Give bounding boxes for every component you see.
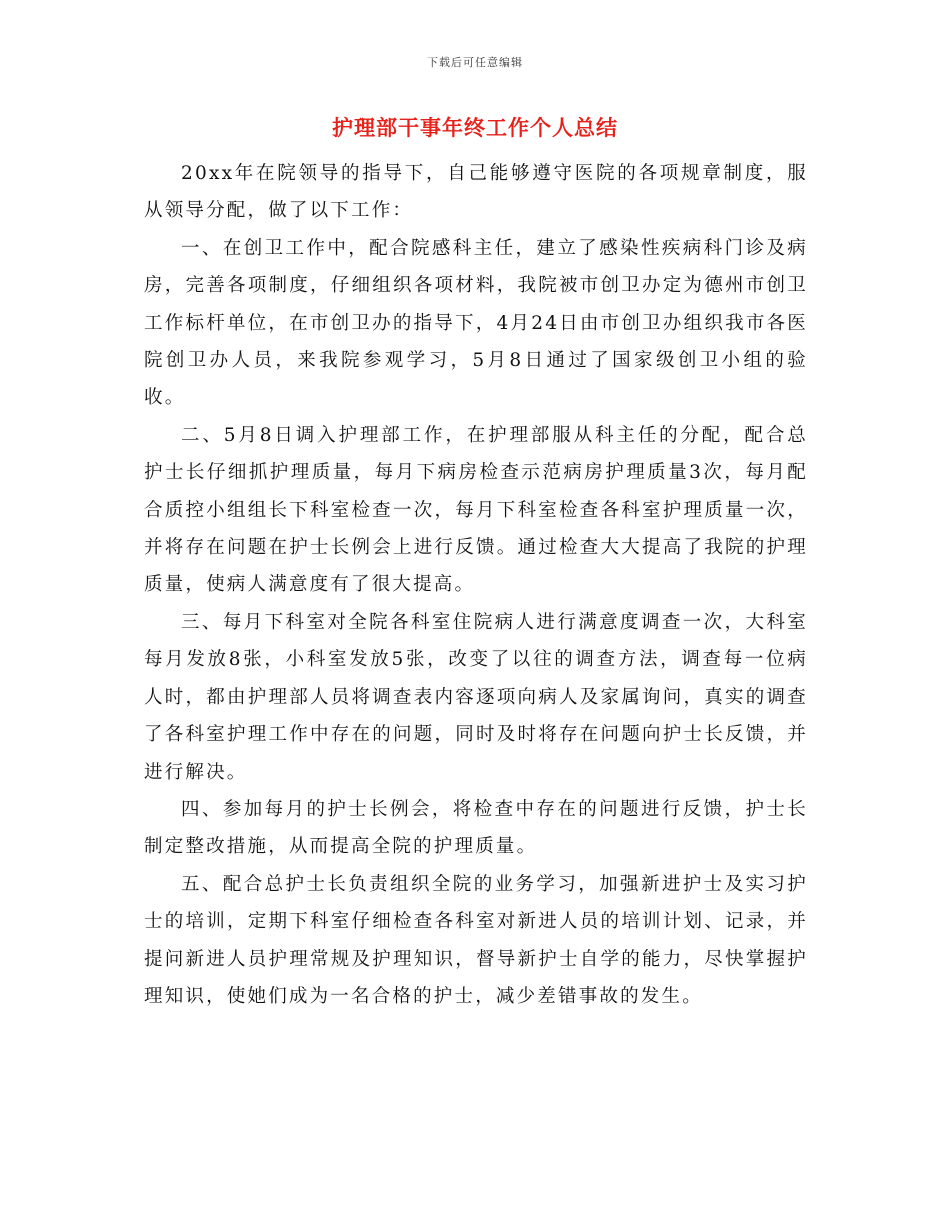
- paragraph-item-1: 一、在创卫工作中，配合院感科主任，建立了感染性疾病科门诊及病房，完善各项制度，仔细组织各项材料，我院被市创卫办定为德州市创卫工作标杆单位，在市创卫办的指导下，4月24日由市创卫办组织我市各医院创卫办人员，来我院参观学习，5月8日通过了国家级创卫小组的验收。: [144, 237, 808, 409]
- paragraph-item-4: 四、参加每月的护士长例会，将检查中存在的问题进行反馈，护士长制定整改措施，从而提高全院的护理质量。: [144, 798, 808, 858]
- paragraph-item-5: 五、配合总护士长负责组织全院的业务学习，加强新进护士及实习护士的培训，定期下科室仔细检查各科室对新进人员的培训计划、记录，并提问新进人员护理常规及护理知识，督导新护士自学的能力，尽快掌握护理知识，使她们成为一名合格的护士，减少差错事故的发生。: [144, 873, 808, 1007]
- document-title: 护理部干事年终工作个人总结: [332, 115, 618, 140]
- document-body: [144, 155, 808, 1015]
- paragraph-intro: 20xx年在院领导的指导下，自己能够遵守医院的各项规章制度，服从领导分配，做了以下工作：: [144, 163, 808, 222]
- header-note: 下载后可任意编辑: [427, 56, 523, 69]
- paragraph-item-3: 三、每月下科室对全院各科室住院病人进行满意度调查一次，大科室每月发放8张，小科室发放5张，改变了以往的调查方法，调查每一位病人时，都由护理部人员将调查表内容逐项向病人及家属询问，真实的调查了各科室护理工作中存在的问题，同时及时将存在问题向护士长反馈，并进行解决。: [144, 611, 808, 783]
- paragraph-item-2: 二、5月8日调入护理部工作，在护理部服从科主任的分配，配合总护士长仔细抓护理质量，每月下病房检查示范病房护理质量3次，每月配合质控小组组长下科室检查一次，每月下科室检查各科室护理质量一次，并将存在问题在护士长例会上进行反馈。通过检查大大提高了我院的护理质量，使病人满意度有了很大提高。: [144, 424, 808, 596]
